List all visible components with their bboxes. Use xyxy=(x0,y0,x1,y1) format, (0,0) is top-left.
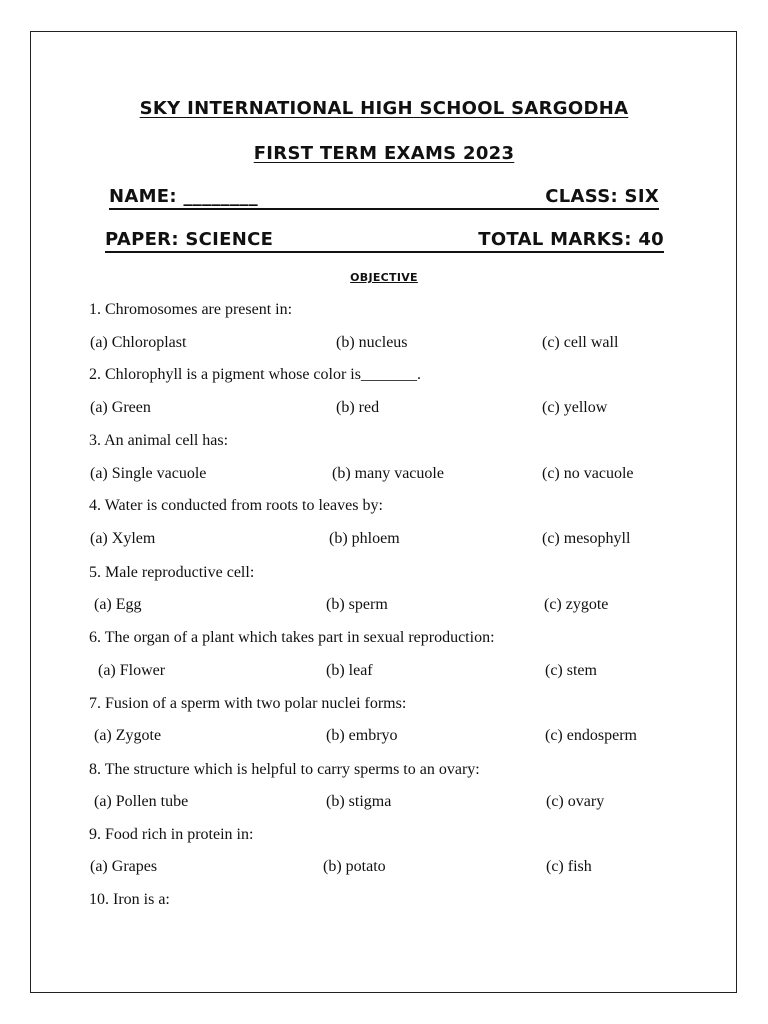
option-a: (a) Xylem xyxy=(90,530,156,547)
option-a: (a) Flower xyxy=(98,662,166,679)
option-b: (b) many vacuole xyxy=(332,465,444,482)
exam-title: FIRST TERM EXAMS 2023 xyxy=(253,143,515,164)
question-3: 3. An animal cell has: xyxy=(89,432,229,449)
option-a: (a) Egg xyxy=(94,596,142,613)
option-b: (b) red xyxy=(336,399,380,416)
option-c: (c) stem xyxy=(545,662,597,679)
option-c: (c) endosperm xyxy=(545,727,637,744)
paper-marks-row xyxy=(105,229,664,253)
option-a: (a) Grapes xyxy=(90,858,158,875)
option-b: (b) phloem xyxy=(329,530,400,547)
option-a: (a) Green xyxy=(90,399,151,416)
name-label: NAME: ________ xyxy=(109,186,258,207)
paper-label: PAPER: SCIENCE xyxy=(105,229,274,250)
option-a: (a) Zygote xyxy=(94,727,162,744)
option-b: (b) nucleus xyxy=(336,334,408,351)
option-a: (a) Chloroplast xyxy=(90,334,187,351)
option-b: (b) potato xyxy=(323,858,386,875)
option-c: (c) cell wall xyxy=(542,334,619,351)
option-b: (b) stigma xyxy=(326,793,392,810)
question-5: 5. Male reproductive cell: xyxy=(89,564,255,581)
question-7: 7. Fusion of a sperm with two polar nuclei forms: xyxy=(89,695,407,712)
total-marks-label: TOTAL MARKS: 40 xyxy=(478,229,664,250)
class-label: CLASS: SIX xyxy=(545,186,659,207)
option-b: (b) embryo xyxy=(326,727,398,744)
question-4: 4. Water is conducted from roots to leaves by: xyxy=(89,497,383,514)
option-c: (c) mesophyll xyxy=(542,530,631,547)
option-b: (b) leaf xyxy=(326,662,373,679)
option-a: (a) Single vacuole xyxy=(90,465,207,482)
school-title: SKY INTERNATIONAL HIGH SCHOOL SARGODHA xyxy=(139,98,629,119)
question-1: 1. Chromosomes are present in: xyxy=(89,301,293,318)
question-2: 2. Chlorophyll is a pigment whose color is_______. xyxy=(89,366,421,383)
option-c: (c) zygote xyxy=(544,596,609,613)
name-class-row xyxy=(109,186,659,210)
question-10: 10. Iron is a: xyxy=(89,891,170,908)
option-c: (c) fish xyxy=(546,858,592,875)
option-a: (a) Pollen tube xyxy=(94,793,189,810)
option-b: (b) sperm xyxy=(326,596,388,613)
question-8: 8. The structure which is helpful to carry sperms to an ovary: xyxy=(89,761,480,778)
question-9: 9. Food rich in protein in: xyxy=(89,826,254,843)
question-6: 6. The organ of a plant which takes part in sexual reproduction: xyxy=(89,629,495,646)
section-heading: OBJECTIVE xyxy=(350,271,418,284)
option-c: (c) no vacuole xyxy=(542,465,634,482)
option-c: (c) ovary xyxy=(546,793,605,810)
option-c: (c) yellow xyxy=(542,399,608,416)
